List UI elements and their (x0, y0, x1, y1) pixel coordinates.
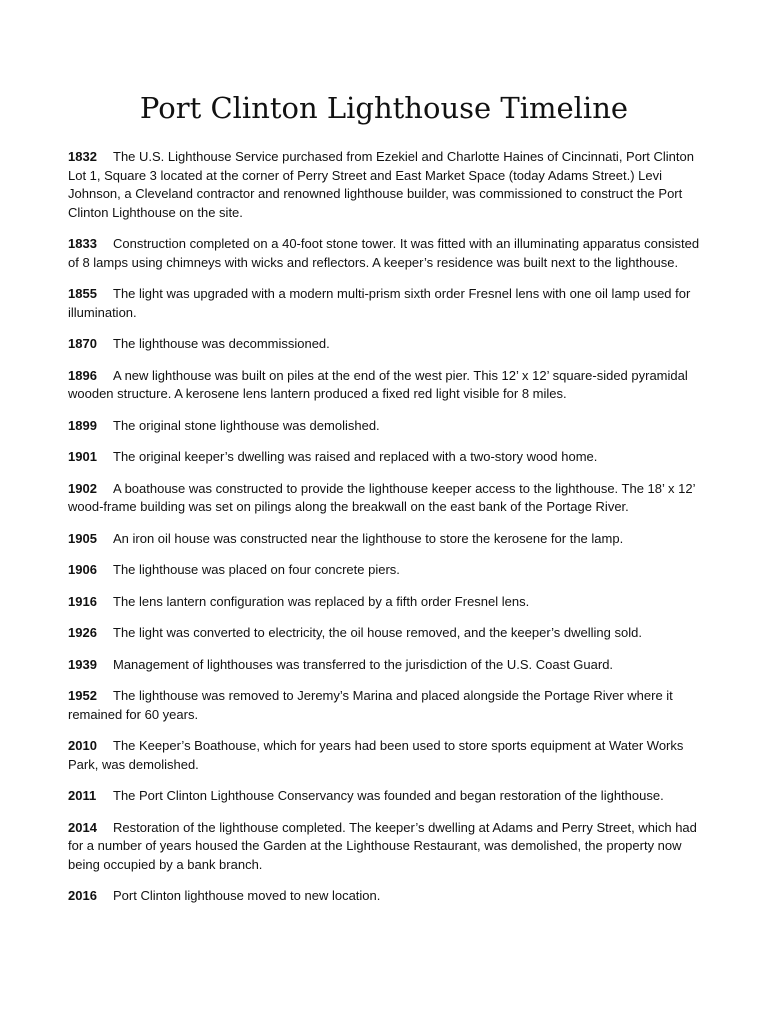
timeline-entry (68, 887, 700, 906)
timeline-entry (68, 561, 700, 580)
timeline-entry-text: An iron oil house was constructed near the lighthouse to store the kerosene for the lamp. (113, 530, 624, 546)
timeline-entry-text: The light was upgraded with a modern multi-prism sixth order Fresnel lens with one oil lamp used for illumination. (68, 286, 691, 320)
timeline-entry-text: Management of lighthouses was transferred to the jurisdiction of the U.S. Coast Guard. (113, 656, 614, 672)
timeline-entry-text: The original keeper’s dwelling was raised and replaced with a two-story wood home. (113, 449, 598, 464)
timeline-entry-text: The lighthouse was removed to Jeremy’s Marina and placed alongside the Portage River where it remained for 60 years. (68, 688, 673, 722)
timeline-entry-text: Restoration of the lighthouse completed. The keeper’s dwelling at Adams and Perry Street, which had for a number of years housed the Garden at the Lighthouse Restaurant, was demolished, the property now being occupied by a bank branch. (68, 819, 697, 872)
timeline-entry-text: A new lighthouse was built on piles at the end of the west pier. This 12’ x 12’ square-sided pyramidal wooden structure. A kerosene lens lantern produced a fixed red light visible for 8 miles. (68, 367, 688, 401)
timeline-entry (68, 417, 700, 436)
timeline-entry-year: 1899 (68, 417, 97, 433)
timeline-entry-year: 1916 (68, 593, 97, 609)
timeline-entry-text: The lighthouse was placed on four concrete piers. (113, 562, 400, 577)
timeline-entry (68, 687, 700, 724)
timeline-entry-year: 1939 (68, 656, 97, 672)
timeline-entry-year: 1870 (68, 336, 97, 351)
timeline-entry-year: 1855 (68, 286, 97, 301)
timeline-entry-year: 1833 (68, 236, 97, 251)
timeline-entry (68, 656, 700, 675)
timeline-entry-text: The Port Clinton Lighthouse Conservancy was founded and began restoration of the lighthouse. (113, 788, 664, 803)
timeline-entry-year: 1902 (68, 480, 97, 496)
timeline-entry-text: The lens lantern configuration was replaced by a fifth order Fresnel lens. (113, 593, 530, 609)
timeline-entry-year: 2016 (68, 888, 97, 903)
timeline-entry (68, 787, 700, 806)
timeline-entry (68, 819, 700, 875)
timeline-entry (68, 737, 700, 774)
timeline-entry-year: 1901 (68, 449, 97, 464)
timeline-entry-text: Port Clinton lighthouse moved to new location. (113, 888, 381, 903)
page-title: Port Clinton Lighthouse Timeline (139, 91, 629, 126)
timeline-entry-year: 1906 (68, 562, 97, 577)
timeline-entry (68, 624, 700, 643)
timeline-entry (68, 335, 700, 354)
timeline-entry-year: 2014 (68, 819, 97, 835)
timeline-entry-year: 1952 (68, 688, 97, 703)
timeline-entry-text: A boathouse was constructed to provide the lighthouse keeper access to the lighthouse. The 18’ x 12’ wood-frame building was set on pilings along the breakwall on the east bank of the Portage River. (68, 480, 696, 514)
timeline-entry-year: 2011 (68, 788, 97, 803)
timeline-entry (68, 235, 700, 272)
timeline-entry (68, 448, 700, 467)
timeline-entry (68, 148, 700, 222)
timeline-entry-year: 1896 (68, 367, 97, 383)
timeline-entry-text: The original stone lighthouse was demolished. (113, 417, 380, 433)
timeline-entry (68, 593, 700, 612)
timeline-list (68, 148, 700, 919)
timeline-entry (68, 480, 700, 517)
timeline-entry-text: The U.S. Lighthouse Service purchased from Ezekiel and Charlotte Haines of Cincinnati, Port Clinton Lot 1, Square 3 located at the corner of Perry Street and East Market Space (today Adams Street.) Levi Johnson, a Cleveland contractor and renowned lighthouse builder, was commissioned to construct the Port Clinton Lighthouse on the site. (68, 149, 694, 220)
timeline-entry-year: 1926 (68, 625, 97, 640)
timeline-entry-year: 1832 (68, 149, 97, 164)
timeline-entry (68, 285, 700, 322)
timeline-entry-text: Construction completed on a 40-foot stone tower. It was fitted with an illuminating apparatus consisted of 8 lamps using chimneys with wicks and reflectors. A keeper’s residence was built next to the lighthouse. (68, 236, 700, 270)
timeline-entry-text: The lighthouse was decommissioned. (113, 336, 330, 351)
timeline-entry (68, 367, 700, 404)
timeline-entry-text: The light was converted to electricity, the oil house removed, and the keeper’s dwelling sold. (113, 625, 642, 640)
timeline-entry-text: The Keeper’s Boathouse, which for years had been used to store sports equipment at Water Works Park, was demolished. (68, 738, 684, 772)
timeline-entry-year: 2010 (68, 738, 97, 753)
timeline-entry-year: 1905 (68, 530, 97, 546)
timeline-entry (68, 530, 700, 549)
